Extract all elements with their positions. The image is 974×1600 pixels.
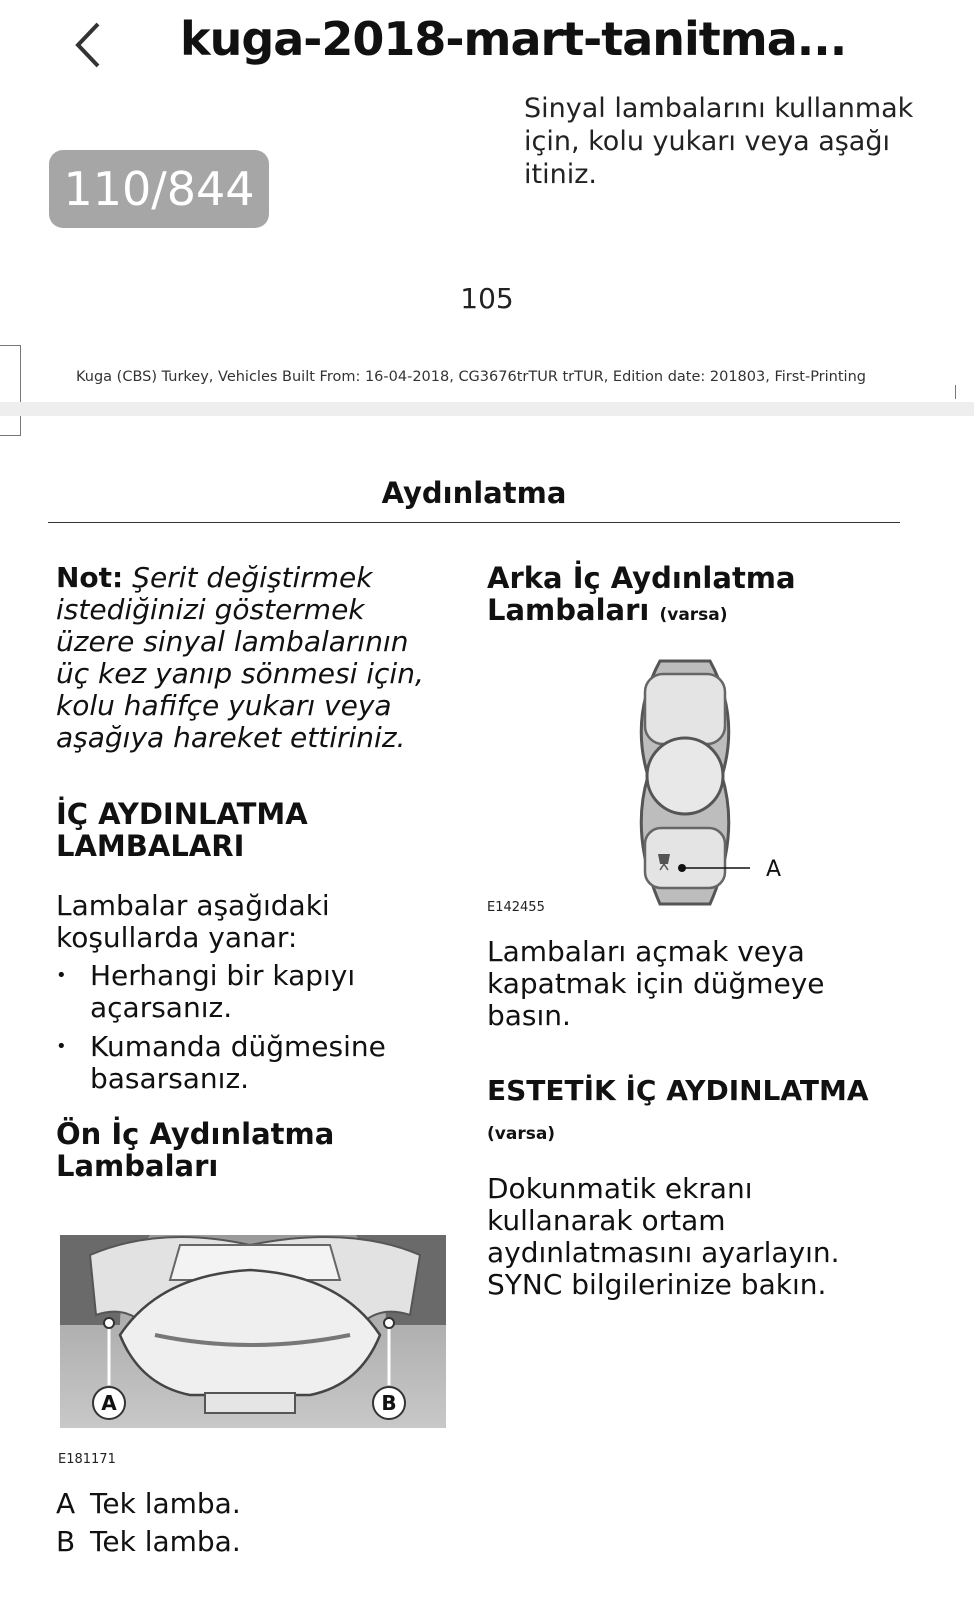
note-label: Not: — [56, 561, 124, 594]
console-tab — [205, 1393, 295, 1413]
ambient-lighting-heading: ESTETİK İÇ AYDINLATMA — [487, 1074, 869, 1107]
callout-a-dot — [104, 1318, 114, 1328]
legend-row — [56, 1488, 436, 1520]
page-separator — [0, 402, 974, 416]
front-lights-heading: Ön İç Aydınlatma Lambaları — [56, 1117, 335, 1183]
conditions-list — [56, 960, 426, 1095]
lamp-switch-button — [645, 828, 725, 888]
previous-page-text: Sinyal lambalarını kullanmak için, kolu yukarı veya aşağı itiniz. — [524, 93, 914, 190]
legend-key: A — [56, 1487, 76, 1520]
page-indicator-badge: 110/844 — [49, 150, 269, 228]
document-title: kuga-2018-mart-tanitma... — [180, 12, 847, 66]
list-item: • Kumanda düğmesine basarsanız. — [56, 1031, 426, 1095]
figure-code: E142455 — [487, 900, 545, 915]
chevron-left-icon — [70, 20, 110, 70]
figure-legend — [56, 1488, 436, 1558]
page-edge-marker — [0, 345, 21, 407]
callout-a-label: A — [766, 857, 782, 882]
page-edge-marker — [955, 385, 956, 399]
rear-interior-light-figure — [610, 656, 790, 911]
interior-lights-heading: İÇ AYDINLATMA LAMBALARI — [56, 797, 308, 863]
rear-lights-heading — [487, 562, 827, 631]
legend-text: Tek lamba. — [90, 1487, 241, 1520]
back-button[interactable] — [70, 20, 110, 70]
note-paragraph — [56, 562, 446, 754]
page-number: 105 — [460, 282, 514, 315]
rear-heading-suffix: (varsa) — [659, 605, 728, 625]
upper-button — [645, 674, 725, 744]
legend-text: Tek lamba. — [90, 1525, 241, 1558]
legend-key: B — [56, 1525, 76, 1558]
interior-intro-text: Lambalar aşağıdaki koşullarda yanar: — [56, 889, 330, 954]
figure-code: E181171 — [58, 1452, 116, 1467]
rear-heading-text: Arka İç Aydınlatma Lambaları — [487, 561, 796, 627]
page-footer: Kuga (CBS) Turkey, Vehicles Built From: 16-04-2018, CG3676trTUR trTUR, Edition date: 201803, First-Printing — [76, 369, 866, 385]
center-lens — [647, 738, 723, 814]
rear-lights-text: Lambaları açmak veya kapatmak için düğmeye basın. — [487, 935, 825, 1032]
callout-a-label: A — [101, 1391, 117, 1415]
page-edge-marker — [0, 415, 21, 436]
section-title: Aydınlatma — [381, 476, 567, 510]
ambient-lighting-text: Dokunmatik ekranı kullanarak ortam aydınlatmasını ayarlayın. SYNC bilgilerinize bakın. — [487, 1172, 840, 1301]
note-text: Şerit değiştirmek istediğinizi göstermek üzere sinyal lambalarının üç kez yanıp sönmesi için, kolu hafifçe yukarı veya aşağıya hareket ettiriniz. — [56, 561, 424, 754]
legend-row — [56, 1526, 436, 1558]
ambient-heading-suffix: (varsa) — [487, 1124, 556, 1144]
front-interior-light-figure — [60, 1235, 446, 1428]
list-item: • Herhangi bir kapıyı açarsanız. — [56, 960, 426, 1024]
callout-b-dot — [384, 1318, 394, 1328]
section-divider — [48, 522, 900, 523]
callout-b-label: B — [381, 1391, 397, 1415]
